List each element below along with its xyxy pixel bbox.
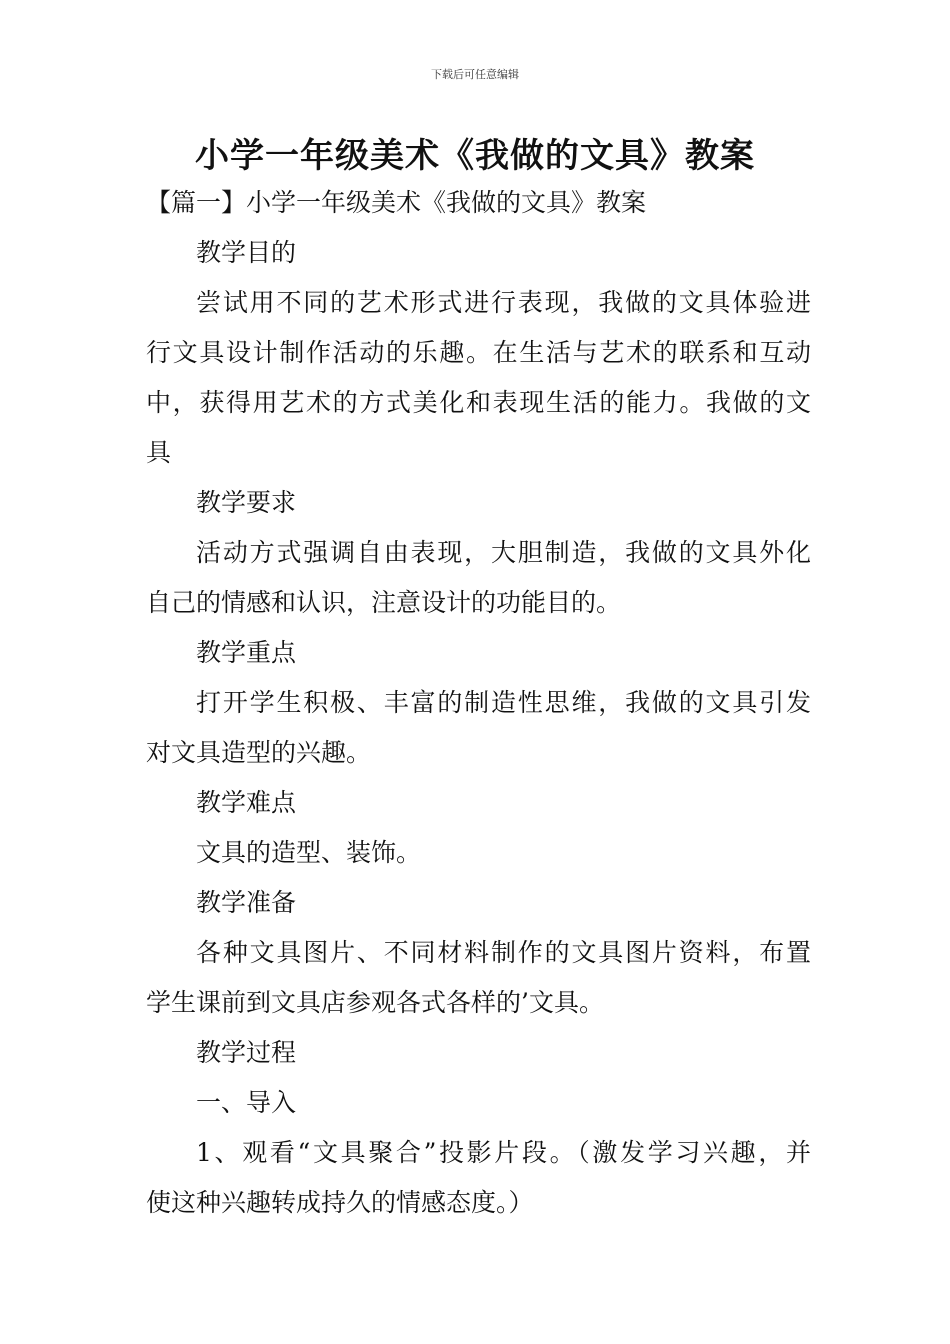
paragraph-line: 1、观看“文具聚合”投影片段。（激发学习兴趣，并	[196, 1138, 811, 1167]
paragraph-line: 文具的造型、装饰。	[196, 838, 422, 867]
section-heading-part-one: 【篇一】小学一年级美术《我做的文具》教案	[146, 188, 647, 217]
paragraph-line: 使这种兴趣转成持久的情感态度。）	[146, 1188, 534, 1217]
paragraph-line: 活动方式强调自由表现，大胆制造，我做的文具外化	[196, 538, 811, 567]
paragraph-line: 具	[146, 438, 172, 467]
paragraph-line: 中，获得用艺术的方式美化和表现生活的能力。我做的文	[146, 388, 811, 417]
heading-teaching-preparation: 教学准备	[196, 888, 297, 917]
heading-teaching-focus: 教学重点	[196, 638, 297, 667]
paragraph-line: 学生课前到文具店参观各式各样的’文具。	[146, 988, 604, 1017]
subheading-introduction: 一、导入	[196, 1088, 297, 1117]
paragraph-line: 行文具设计制作活动的乐趣。在生活与艺术的联系和互动	[146, 338, 811, 367]
document-title: 小学一年级美术《我做的文具》教案	[195, 136, 755, 176]
paragraph-line: 各种文具图片、不同材料制作的文具图片资料，布置	[196, 938, 811, 967]
heading-teaching-purpose: 教学目的	[196, 238, 297, 267]
heading-teaching-process: 教学过程	[196, 1038, 297, 1067]
paragraph-line: 自己的情感和认识，注意设计的功能目的。	[146, 588, 622, 617]
paragraph-line: 对文具造型的兴趣。	[146, 738, 372, 767]
heading-teaching-difficulty: 教学难点	[196, 788, 297, 817]
heading-teaching-requirements: 教学要求	[196, 488, 297, 517]
document-body	[146, 178, 811, 1228]
paragraph-line: 打开学生积极、丰富的制造性思维，我做的文具引发	[196, 688, 811, 717]
paragraph-line: 尝试用不同的艺术形式进行表现，我做的文具体验进	[196, 288, 811, 317]
header-note: 下载后可任意编辑	[431, 68, 519, 81]
